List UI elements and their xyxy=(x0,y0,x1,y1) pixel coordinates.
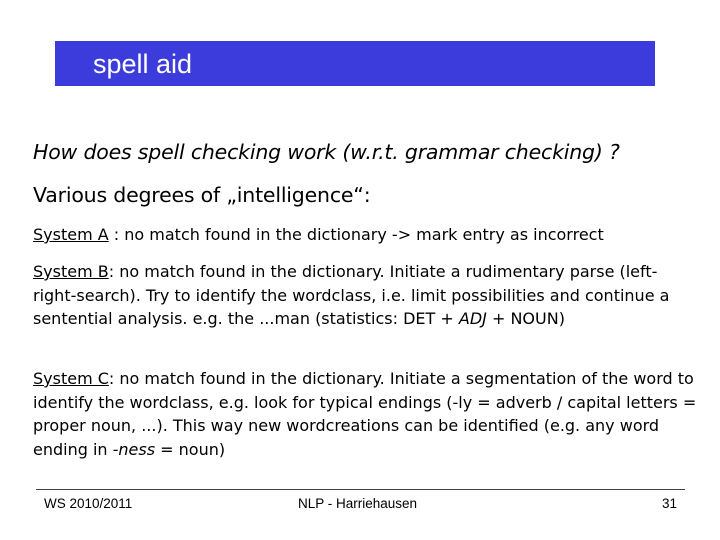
system-b-text: : no match found in the dictionary. Initiate a rudimentary parse (left-right-search). Try to identify the wordclass, i.e. limit possibilities and continue a sentential analysis. e.g. the ...man (statistics: DET + xyxy=(33,262,670,328)
system-b-italic-term: ADJ xyxy=(458,309,487,328)
system-b-text-end: + NOUN) xyxy=(486,309,565,328)
slide-title: spell aid xyxy=(93,49,193,79)
system-c-name: System C xyxy=(33,369,109,388)
system-c-paragraph xyxy=(33,367,697,461)
system-c-text-end: = noun) xyxy=(155,439,226,459)
footer-page-number: 31 xyxy=(662,496,678,511)
footer-semester: WS 2010/2011 xyxy=(44,496,133,511)
question-heading: How does spell checking work (w.r.t. grammar checking) ? xyxy=(33,140,620,164)
system-a-text: : no match found in the dictionary -> mark entry as incorrect xyxy=(108,225,604,244)
system-b-name: System B xyxy=(33,262,109,281)
system-a-name: System A xyxy=(33,225,109,244)
footer-divider xyxy=(36,489,685,490)
title-bar xyxy=(55,41,655,86)
system-a-paragraph xyxy=(33,223,697,247)
intro-text: Various degrees of „intelligence“: xyxy=(33,183,371,207)
system-c-italic-term: -ness xyxy=(112,439,156,459)
system-c-text: : no match found in the dictionary. Initiate a segmentation of the word to identify the wordclass, e.g. look for typical endings (-ly = adverb / capital letters = proper noun, ...). This way new wordcreations can be identified (e.g. any word ending in xyxy=(33,369,697,459)
footer-course: NLP - Harriehausen xyxy=(298,496,418,511)
system-b-paragraph xyxy=(33,260,697,331)
